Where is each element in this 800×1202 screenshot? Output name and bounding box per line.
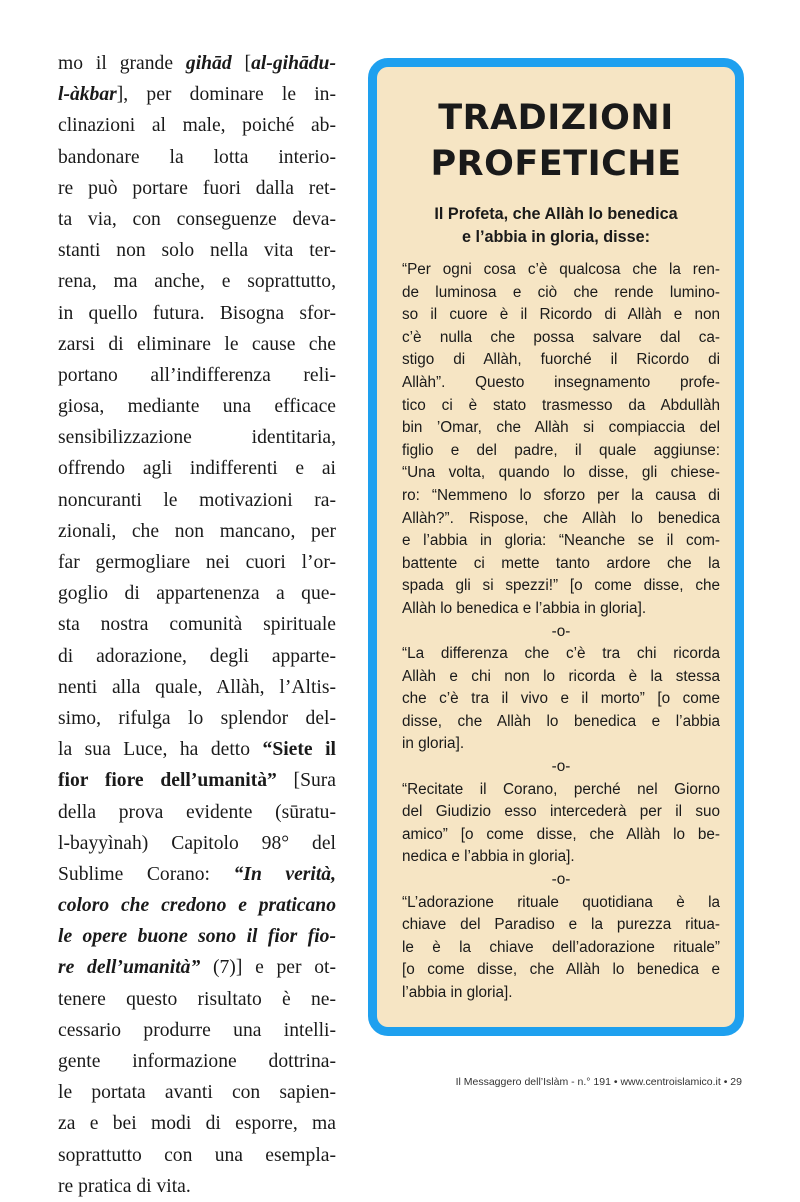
text-line: clinazioni al male, poiché ab- xyxy=(58,115,336,137)
text-line: gente informazione dottrina- xyxy=(58,1051,336,1072)
text-line: mo il grande gihād [al-gihādu- xyxy=(58,53,336,74)
traditions-box xyxy=(368,58,744,1036)
article-column xyxy=(58,48,336,1202)
box-body xyxy=(402,259,720,1005)
text-line: zarsi di eliminare le cause che xyxy=(58,333,336,355)
hadith-line: c’è nulla che possa salvare dal ca- xyxy=(402,328,720,346)
hadith-line: disse, che Allàh lo benedica e l’abbia xyxy=(402,712,720,730)
text-line: re dell’umanità” (7)] e per ot- xyxy=(58,957,336,979)
text-line: ta via, con conseguenze deva- xyxy=(58,208,336,230)
hadith-line: che c’è tra il vivo e il morto” [o come xyxy=(402,690,720,708)
hadith-line: [o come disse, che Allàh lo benedica e xyxy=(402,961,720,979)
text-line: le opere buone sono il fior fio- xyxy=(58,926,336,948)
hadith-line: le è la chiave dell’adorazione rituale” xyxy=(402,938,720,956)
hadith-line: stigo di Allàh, fuorché il Ricordo di xyxy=(402,351,720,369)
text-line: za e bei modi di esporre, ma xyxy=(58,1113,336,1135)
hadith-line: Allàh?”. Rispose, che Allàh lo benedica xyxy=(402,509,720,527)
hadith-separator: -o- xyxy=(551,871,571,889)
box-title-line: TRADIZIONI xyxy=(438,98,674,138)
text-line: goglio di appartenenza a que- xyxy=(58,583,336,605)
page-footer: Il Messaggero dell’Islàm - n.° 191 • www.centroislamico.it • 29 xyxy=(455,1076,742,1088)
hadith-line: figlio e del padre, il quale aggiunse: xyxy=(402,441,720,459)
hadith-line: Allàh”. Questo insegnamento profe- xyxy=(402,373,720,391)
text-line: della prova evidente (sūratu- xyxy=(58,801,336,823)
text-line: simo, rifulga lo splendor del- xyxy=(58,707,336,729)
box-subtitle-line: e l’abbia in gloria, disse: xyxy=(461,227,650,246)
text-line: cessario produrre una intelli- xyxy=(58,1019,336,1041)
text-line: la sua Luce, ha detto “Siete il xyxy=(58,739,337,761)
hadith-line: “Per ogni cosa c’è qualcosa che la ren- xyxy=(402,261,720,278)
hadith-line: del Giudizio esso intercederà per il suo xyxy=(402,803,720,821)
hadith-line: battente ci mette tanto ardore che la xyxy=(402,554,720,572)
hadith-line: nedica e l’abbia in gloria]. xyxy=(402,848,575,866)
hadith-separator: -o- xyxy=(551,622,571,640)
text-line: le portata avanti con sapien- xyxy=(58,1082,336,1104)
hadith-line: tico ci è stato trasmesso da Abdullàh xyxy=(402,396,720,414)
text-line: nenti alla quale, Allàh, l’Altis- xyxy=(58,676,336,698)
box-title-line: PROFETICHE xyxy=(430,144,682,184)
hadith-line: Allàh lo benedica e l’abbia in gloria]. xyxy=(402,599,647,617)
hadith-separator: -o- xyxy=(551,758,571,776)
text-line: in quello futura. Bisogna sfor- xyxy=(58,302,336,324)
text-line: coloro che credono e praticano xyxy=(58,895,336,917)
hadith-line: spada gli si spezzi!” [o come disse, che xyxy=(402,577,720,595)
text-line: stanti non solo nella vita ter- xyxy=(58,240,336,262)
text-line: l-bayyìnah) Capitolo 98° del xyxy=(58,832,336,854)
text-line: re pratica di vita. xyxy=(58,1175,191,1197)
text-line: sensibilizzazione identitaria, xyxy=(58,427,336,449)
hadith-line: “La differenza che c’è tra chi ricorda xyxy=(402,645,720,663)
hadith-line: “Una volta, quando lo disse, gli chiese- xyxy=(402,464,720,482)
box-subtitle xyxy=(377,203,735,248)
box-subtitle-line: Il Profeta, che Allàh lo benedica xyxy=(434,205,678,223)
box-title xyxy=(377,95,735,187)
text-line: sta nostra comunità spirituale xyxy=(58,614,336,636)
text-line: l-àkbar], per dominare le in- xyxy=(58,84,336,106)
hadith-line: ro: “Nemmeno lo sforzo per la causa di xyxy=(402,486,720,504)
hadith-line: “Recitate il Corano, perché nel Giorno xyxy=(402,780,720,798)
hadith-line: l’abbia in gloria]. xyxy=(402,984,513,1001)
text-line: di adorazione, degli apparte- xyxy=(58,645,336,667)
text-line: giosa, mediante una efficace xyxy=(58,396,336,418)
text-line: zionali, che non mancano, per xyxy=(58,520,336,542)
hadith-line: e l’abbia in gloria: “Neanche se il com- xyxy=(402,532,720,550)
hadith-line: de luminosa e ciò che rende lumino- xyxy=(402,283,720,301)
text-line: tenere questo risultato è ne- xyxy=(58,988,336,1010)
hadith-line: in gloria]. xyxy=(402,735,465,753)
text-line: offrendo agli indifferenti e ai xyxy=(58,458,336,480)
text-line: fior fiore dell’umanità” [Sura xyxy=(58,770,336,792)
text-line: rena, ma anche, e soprattutto, xyxy=(58,271,336,293)
hadith-line: bin ’Omar, che Allàh si compiaccia del xyxy=(402,419,720,437)
text-line: soprattutto con una esempla- xyxy=(58,1144,336,1166)
text-line: far germogliare nei cuori l’or- xyxy=(58,552,336,573)
text-line: Sublime Corano: “In verità, xyxy=(58,863,336,885)
hadith-line: chiave del Paradiso e la purezza ritua- xyxy=(402,916,720,934)
hadith-line: amico” [o come disse, che Allàh lo be- xyxy=(402,825,720,843)
text-line: re può portare fuori dalla ret- xyxy=(58,177,336,199)
text-line: portano all’indifferenza reli- xyxy=(58,364,336,386)
text-line: bandonare la lotta interio- xyxy=(58,146,336,168)
hadith-line: Allàh e chi non lo ricorda è la stessa xyxy=(402,667,720,685)
hadith-line: so il cuore è il Ricordo di Allàh e non xyxy=(402,306,720,324)
text-line: noncuranti le motivazioni ra- xyxy=(58,489,336,511)
hadith-line: “L’adorazione rituale quotidiana è la xyxy=(402,893,720,911)
